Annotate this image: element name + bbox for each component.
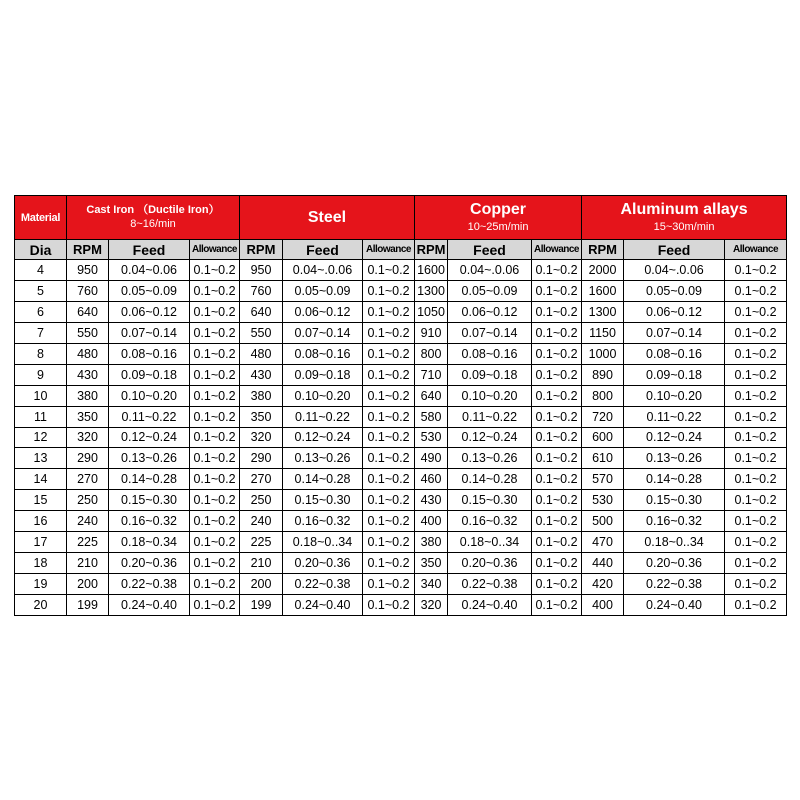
table-cell: 0.18~0..34 — [448, 532, 532, 553]
table-cell: 0.24~0.40 — [448, 595, 532, 616]
table-cell: 225 — [67, 532, 109, 553]
table-cell: 0.22~0.38 — [448, 574, 532, 595]
table-cell: 0.1~0.2 — [532, 574, 582, 595]
table-cell: 210 — [240, 553, 283, 574]
table-cell: 530 — [415, 427, 448, 448]
table-cell: 0.1~0.2 — [363, 406, 415, 427]
table-row — [15, 553, 787, 574]
table-cell: 480 — [240, 343, 283, 364]
table-cell: 0.1~0.2 — [532, 260, 582, 281]
aluminum-header — [582, 196, 787, 240]
table-cell: 0.1~0.2 — [532, 532, 582, 553]
table-cell: 0.1~0.2 — [363, 553, 415, 574]
table-cell: 0.16~0.32 — [624, 511, 725, 532]
table-row — [15, 280, 787, 301]
table-cell: 0.1~0.2 — [532, 448, 582, 469]
table-cell: 430 — [240, 364, 283, 385]
dia-cell: 17 — [15, 532, 67, 553]
table-cell: 0.24~0.40 — [109, 595, 190, 616]
table-cell: 0.14~0.28 — [283, 469, 363, 490]
dia-cell: 19 — [15, 574, 67, 595]
table-row — [15, 364, 787, 385]
table-cell: 0.1~0.2 — [190, 511, 240, 532]
cast-iron-speed: 8~16/min — [130, 217, 176, 230]
table-cell: 430 — [415, 490, 448, 511]
table-cell: 1050 — [415, 301, 448, 322]
table-cell: 610 — [582, 448, 624, 469]
table-cell: 0.1~0.2 — [725, 406, 787, 427]
table-cell: 0.20~0.36 — [624, 553, 725, 574]
table-cell: 0.1~0.2 — [363, 322, 415, 343]
table-cell: 0.05~0.09 — [448, 280, 532, 301]
table-cell: 240 — [67, 511, 109, 532]
table-cell: 480 — [67, 343, 109, 364]
table-cell: 710 — [415, 364, 448, 385]
table-cell: 470 — [582, 532, 624, 553]
table-cell: 800 — [582, 385, 624, 406]
table-row — [15, 490, 787, 511]
dia-cell: 12 — [15, 427, 67, 448]
table-cell: 0.15~0.30 — [448, 490, 532, 511]
table-cell: 950 — [67, 260, 109, 281]
table-cell: 0.05~0.09 — [109, 280, 190, 301]
table-cell: 0.24~0.40 — [624, 595, 725, 616]
table-cell: 0.1~0.2 — [725, 574, 787, 595]
dia-cell: 15 — [15, 490, 67, 511]
table-cell: 640 — [67, 301, 109, 322]
table-cell: 0.1~0.2 — [725, 260, 787, 281]
dia-cell: 4 — [15, 260, 67, 281]
table-cell: 1600 — [415, 260, 448, 281]
table-cell: 0.1~0.2 — [190, 574, 240, 595]
steel-header — [240, 196, 415, 240]
table-cell: 0.22~0.38 — [283, 574, 363, 595]
table-cell: 0.09~0.18 — [448, 364, 532, 385]
table-row — [15, 469, 787, 490]
table-cell: 0.1~0.2 — [725, 280, 787, 301]
table-cell: 0.1~0.2 — [725, 595, 787, 616]
table-row — [15, 595, 787, 616]
table-cell: 430 — [67, 364, 109, 385]
table-cell: 0.1~0.2 — [190, 301, 240, 322]
table-cell: 0.10~0.20 — [283, 385, 363, 406]
table-cell: 320 — [415, 595, 448, 616]
table-cell: 200 — [67, 574, 109, 595]
table-cell: 200 — [240, 574, 283, 595]
table-cell: 0.20~0.36 — [109, 553, 190, 574]
table-cell: 0.1~0.2 — [725, 511, 787, 532]
table-cell: 0.1~0.2 — [532, 280, 582, 301]
dia-cell: 9 — [15, 364, 67, 385]
dia-cell: 11 — [15, 406, 67, 427]
table-cell: 0.09~0.18 — [109, 364, 190, 385]
table-row — [15, 385, 787, 406]
table-cell: 0.06~0.12 — [109, 301, 190, 322]
table-row — [15, 448, 787, 469]
table-cell: 0.1~0.2 — [363, 343, 415, 364]
table-cell: 0.1~0.2 — [190, 260, 240, 281]
table-cell: 290 — [67, 448, 109, 469]
allowance-header: Allowance — [532, 240, 582, 260]
table-cell: 0.18~0..34 — [283, 532, 363, 553]
rpm-header: RPM — [67, 240, 109, 260]
table-cell: 0.1~0.2 — [190, 364, 240, 385]
table-cell: 0.07~0.14 — [283, 322, 363, 343]
table-row — [15, 322, 787, 343]
table-row — [15, 343, 787, 364]
table-cell: 530 — [582, 490, 624, 511]
table-cell: 0.1~0.2 — [725, 448, 787, 469]
table-cell: 0.16~0.32 — [283, 511, 363, 532]
table-cell: 0.16~0.32 — [448, 511, 532, 532]
feed-header: Feed — [109, 240, 190, 260]
table-cell: 420 — [582, 574, 624, 595]
table-cell: 0.16~0.32 — [109, 511, 190, 532]
table-cell: 0.1~0.2 — [725, 553, 787, 574]
allowance-header: Allowance — [190, 240, 240, 260]
table-cell: 0.22~0.38 — [624, 574, 725, 595]
table-cell: 0.13~0.26 — [283, 448, 363, 469]
table-cell: 0.12~0.24 — [448, 427, 532, 448]
table-cell: 0.15~0.30 — [283, 490, 363, 511]
table-cell: 0.15~0.30 — [624, 490, 725, 511]
table-cell: 350 — [240, 406, 283, 427]
table-cell: 0.1~0.2 — [532, 490, 582, 511]
table-cell: 350 — [415, 553, 448, 574]
table-cell: 400 — [415, 511, 448, 532]
table-cell: 0.1~0.2 — [532, 553, 582, 574]
table-cell: 0.1~0.2 — [190, 553, 240, 574]
dia-cell: 14 — [15, 469, 67, 490]
table-cell: 0.14~0.28 — [448, 469, 532, 490]
table-cell: 1600 — [582, 280, 624, 301]
table-cell: 0.1~0.2 — [363, 490, 415, 511]
table-cell: 0.18~0..34 — [624, 532, 725, 553]
table-cell: 0.1~0.2 — [363, 301, 415, 322]
table-cell: 0.1~0.2 — [363, 511, 415, 532]
dia-cell: 16 — [15, 511, 67, 532]
table-cell: 910 — [415, 322, 448, 343]
table-cell: 0.06~0.12 — [448, 301, 532, 322]
table-cell: 0.11~0.22 — [109, 406, 190, 427]
table-cell: 380 — [67, 385, 109, 406]
table-cell: 720 — [582, 406, 624, 427]
table-cell: 0.1~0.2 — [725, 322, 787, 343]
table-cell: 0.20~0.36 — [448, 553, 532, 574]
table-cell: 0.05~0.09 — [624, 280, 725, 301]
aluminum-title: Aluminum allays — [620, 201, 748, 219]
table-cell: 225 — [240, 532, 283, 553]
dia-cell: 8 — [15, 343, 67, 364]
table-row — [15, 427, 787, 448]
table-cell: 0.07~0.14 — [109, 322, 190, 343]
rpm-header: RPM — [582, 240, 624, 260]
table-cell: 0.07~0.14 — [624, 322, 725, 343]
table-cell: 0.1~0.2 — [190, 385, 240, 406]
table-cell: 0.1~0.2 — [725, 490, 787, 511]
table-cell: 0.1~0.2 — [190, 490, 240, 511]
table-cell: 0.1~0.2 — [725, 469, 787, 490]
table-cell: 0.14~0.28 — [109, 469, 190, 490]
table-cell: 380 — [240, 385, 283, 406]
table-cell: 0.04~.0.06 — [448, 260, 532, 281]
table-cell: 0.04~0.06 — [109, 260, 190, 281]
feed-header: Feed — [624, 240, 725, 260]
table-cell: 210 — [67, 553, 109, 574]
table-cell: 0.1~0.2 — [363, 385, 415, 406]
table-cell: 550 — [67, 322, 109, 343]
table-cell: 600 — [582, 427, 624, 448]
table-cell: 0.1~0.2 — [363, 260, 415, 281]
table-cell: 0.1~0.2 — [190, 280, 240, 301]
table-cell: 950 — [240, 260, 283, 281]
table-cell: 0.1~0.2 — [363, 574, 415, 595]
table-cell: 0.20~0.36 — [283, 553, 363, 574]
table-cell: 0.1~0.2 — [725, 343, 787, 364]
table-cell: 890 — [582, 364, 624, 385]
table-cell: 0.07~0.14 — [448, 322, 532, 343]
table-cell: 800 — [415, 343, 448, 364]
table-cell: 320 — [240, 427, 283, 448]
table-cell: 0.1~0.2 — [190, 322, 240, 343]
copper-title: Copper — [470, 201, 527, 219]
table-cell: 0.12~0.24 — [624, 427, 725, 448]
table-cell: 250 — [67, 490, 109, 511]
table-cell: 0.1~0.2 — [725, 427, 787, 448]
table-row — [15, 260, 787, 281]
table-cell: 0.11~0.22 — [624, 406, 725, 427]
table-cell: 500 — [582, 511, 624, 532]
table-cell: 0.12~0.24 — [283, 427, 363, 448]
table-cell: 0.1~0.2 — [363, 364, 415, 385]
table-cell: 1300 — [415, 280, 448, 301]
table-cell: 0.06~0.12 — [624, 301, 725, 322]
table-cell: 0.1~0.2 — [363, 469, 415, 490]
table-cell: 1150 — [582, 322, 624, 343]
table-cell: 760 — [240, 280, 283, 301]
table-row — [15, 301, 787, 322]
table-cell: 0.1~0.2 — [532, 343, 582, 364]
table-cell: 0.1~0.2 — [532, 364, 582, 385]
dia-cell: 5 — [15, 280, 67, 301]
material-header-row — [15, 196, 787, 240]
table-cell: 320 — [67, 427, 109, 448]
table-cell: 640 — [240, 301, 283, 322]
table-cell: 0.12~0.24 — [109, 427, 190, 448]
dia-cell: 7 — [15, 322, 67, 343]
dia-cell: 18 — [15, 553, 67, 574]
table-cell: 0.08~0.16 — [448, 343, 532, 364]
table-cell: 0.1~0.2 — [363, 280, 415, 301]
table-cell: 0.1~0.2 — [363, 427, 415, 448]
table-cell: 0.05~0.09 — [283, 280, 363, 301]
allowance-header: Allowance — [363, 240, 415, 260]
allowance-header: Allowance — [725, 240, 787, 260]
dia-cell: 13 — [15, 448, 67, 469]
table-row — [15, 574, 787, 595]
table-cell: 1300 — [582, 301, 624, 322]
table-cell: 460 — [415, 469, 448, 490]
table-cell: 0.1~0.2 — [190, 532, 240, 553]
table-cell: 0.09~0.18 — [283, 364, 363, 385]
table-cell: 440 — [582, 553, 624, 574]
table-cell: 0.1~0.2 — [363, 448, 415, 469]
table-row — [15, 511, 787, 532]
table-cell: 350 — [67, 406, 109, 427]
table-row — [15, 532, 787, 553]
table-cell: 0.1~0.2 — [532, 511, 582, 532]
table-cell: 0.04~.0.06 — [283, 260, 363, 281]
table-cell: 0.1~0.2 — [725, 301, 787, 322]
table-cell: 0.1~0.2 — [190, 427, 240, 448]
table-cell: 0.1~0.2 — [363, 595, 415, 616]
dia-cell: 6 — [15, 301, 67, 322]
table-cell: 270 — [67, 469, 109, 490]
table-cell: 640 — [415, 385, 448, 406]
table-cell: 0.18~0.34 — [109, 532, 190, 553]
steel-title: Steel — [307, 208, 347, 226]
table-cell: 0.11~0.22 — [448, 406, 532, 427]
table-cell: 0.1~0.2 — [532, 595, 582, 616]
table-cell: 0.1~0.2 — [725, 385, 787, 406]
table-cell: 0.1~0.2 — [532, 427, 582, 448]
rpm-header: RPM — [415, 240, 448, 260]
copper-header — [415, 196, 582, 240]
dia-cell: 20 — [15, 595, 67, 616]
table-cell: 0.1~0.2 — [532, 406, 582, 427]
table-cell: 0.13~0.26 — [624, 448, 725, 469]
table-cell: 0.14~0.28 — [624, 469, 725, 490]
cast-iron-title: Cast Iron （Ductile Iron） — [86, 203, 220, 216]
table-cell: 340 — [415, 574, 448, 595]
table-cell: 0.24~0.40 — [283, 595, 363, 616]
table-cell: 0.13~0.26 — [448, 448, 532, 469]
table-cell: 0.08~0.16 — [109, 343, 190, 364]
table-cell: 0.11~0.22 — [283, 406, 363, 427]
table-cell: 490 — [415, 448, 448, 469]
table-cell: 0.1~0.2 — [725, 532, 787, 553]
table-cell: 760 — [67, 280, 109, 301]
table-cell: 0.10~0.20 — [448, 385, 532, 406]
table-cell: 0.1~0.2 — [190, 406, 240, 427]
table-cell: 0.1~0.2 — [190, 448, 240, 469]
cast-iron-header — [67, 196, 240, 240]
table-cell: 0.08~0.16 — [283, 343, 363, 364]
table-cell: 0.1~0.2 — [532, 385, 582, 406]
table-cell: 0.10~0.20 — [624, 385, 725, 406]
table-cell: 570 — [582, 469, 624, 490]
table-cell: 290 — [240, 448, 283, 469]
cutting-parameters-table — [14, 195, 787, 616]
table-cell: 0.06~0.12 — [283, 301, 363, 322]
table-cell: 0.1~0.2 — [190, 343, 240, 364]
table-cell: 1000 — [582, 343, 624, 364]
dia-header: Dia — [15, 240, 67, 260]
copper-speed: 10~25m/min — [467, 220, 529, 233]
table-cell: 199 — [67, 595, 109, 616]
table-cell: 0.22~0.38 — [109, 574, 190, 595]
table-cell: 0.08~0.16 — [624, 343, 725, 364]
table-cell: 199 — [240, 595, 283, 616]
table-cell: 0.10~0.20 — [109, 385, 190, 406]
table-cell: 270 — [240, 469, 283, 490]
table-cell: 0.1~0.2 — [363, 532, 415, 553]
material-header: Material — [15, 196, 67, 240]
table-cell: 0.1~0.2 — [532, 301, 582, 322]
table-cell: 0.1~0.2 — [725, 364, 787, 385]
table-cell: 0.15~0.30 — [109, 490, 190, 511]
table-cell: 380 — [415, 532, 448, 553]
table-cell: 0.04~.0.06 — [624, 260, 725, 281]
table-cell: 0.1~0.2 — [190, 595, 240, 616]
table-cell: 580 — [415, 406, 448, 427]
table-body — [15, 260, 787, 616]
dia-cell: 10 — [15, 385, 67, 406]
table-cell: 240 — [240, 511, 283, 532]
table-row — [15, 406, 787, 427]
table-cell: 550 — [240, 322, 283, 343]
rpm-header: RPM — [240, 240, 283, 260]
table-cell: 400 — [582, 595, 624, 616]
table-cell: 0.1~0.2 — [190, 469, 240, 490]
feed-header: Feed — [448, 240, 532, 260]
table-cell: 0.09~0.18 — [624, 364, 725, 385]
table-cell: 250 — [240, 490, 283, 511]
table-cell: 0.1~0.2 — [532, 322, 582, 343]
aluminum-speed: 15~30m/min — [653, 220, 715, 233]
column-header-row — [15, 240, 787, 260]
table-cell: 0.13~0.26 — [109, 448, 190, 469]
table-cell: 2000 — [582, 260, 624, 281]
feed-header: Feed — [283, 240, 363, 260]
table-cell: 0.1~0.2 — [532, 469, 582, 490]
